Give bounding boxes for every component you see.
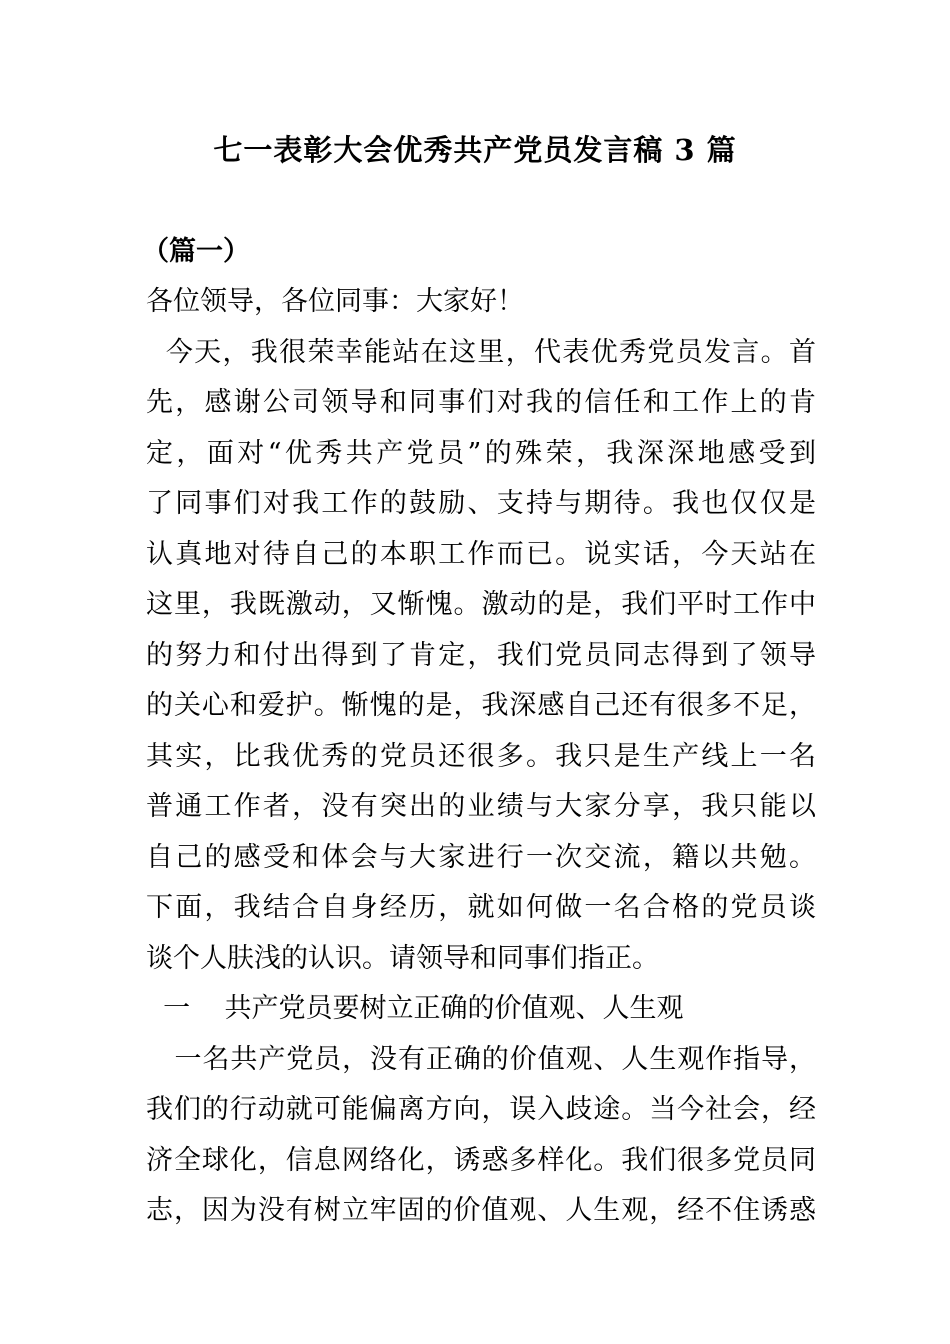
paragraph-line: 普通工作者，没有突出的业绩与大家分享，我只能以 xyxy=(146,791,816,822)
paragraph-line: 济全球化，信息网络化，诱惑多样化。我们很多党员同 xyxy=(146,1144,816,1176)
paragraph-line: 一 共产党员要树立正确的价值观、人生观 xyxy=(146,993,684,1024)
paragraph-line: 自己的感受和体会与大家进行一次交流，籍以共勉。 xyxy=(146,841,816,873)
paragraph-line: 一名共产党员，没有正确的价值观、人生观作指导， xyxy=(146,1043,816,1075)
paragraph-line: 定，面对“优秀共产党员”的殊荣，我深深地感受到 xyxy=(146,437,816,469)
paragraph-line: 我们的行动就可能偏离方向，误入歧途。当今社会，经 xyxy=(146,1094,816,1125)
paragraph-line: 今天，我很荣幸能站在这里，代表优秀党员发言。首 xyxy=(146,336,816,368)
paragraph-line: 的关心和爱护。惭愧的是，我深感自己还有很多不足， xyxy=(146,690,816,721)
paragraph-line: 这里，我既激动，又惭愧。激动的是，我们平时工作中 xyxy=(146,589,816,620)
document-title: 七一表彰大会优秀共产党员发言稿 3 篇 xyxy=(213,133,737,167)
paragraph-line: 先，感谢公司领导和同事们对我的信任和工作上的肯 xyxy=(146,387,816,418)
paragraph-line: 谈个人肤浅的认识。请领导和同事们指正。 xyxy=(146,942,659,974)
paragraph-line: 的努力和付出得到了肯定，我们党员同志得到了领导 xyxy=(146,639,816,671)
paragraph-line: 志，因为没有树立牢固的价值观、人生观，经不住诱惑 xyxy=(146,1195,816,1226)
paragraph-line: 认真地对待自己的本职工作而已。说实话，今天站在 xyxy=(146,538,816,570)
paragraph-line: 其实，比我优秀的党员还很多。我只是生产线上一名 xyxy=(146,740,816,772)
paragraph-line: 了同事们对我工作的鼓励、支持与期待。我也仅仅是 xyxy=(146,488,816,519)
section-label: （篇一） xyxy=(142,236,250,267)
paragraph-line: 下面，我结合自身经历，就如何做一名合格的党员谈 xyxy=(146,892,816,923)
paragraph-line: 各位领导，各位同事：大家好！ xyxy=(146,286,524,317)
